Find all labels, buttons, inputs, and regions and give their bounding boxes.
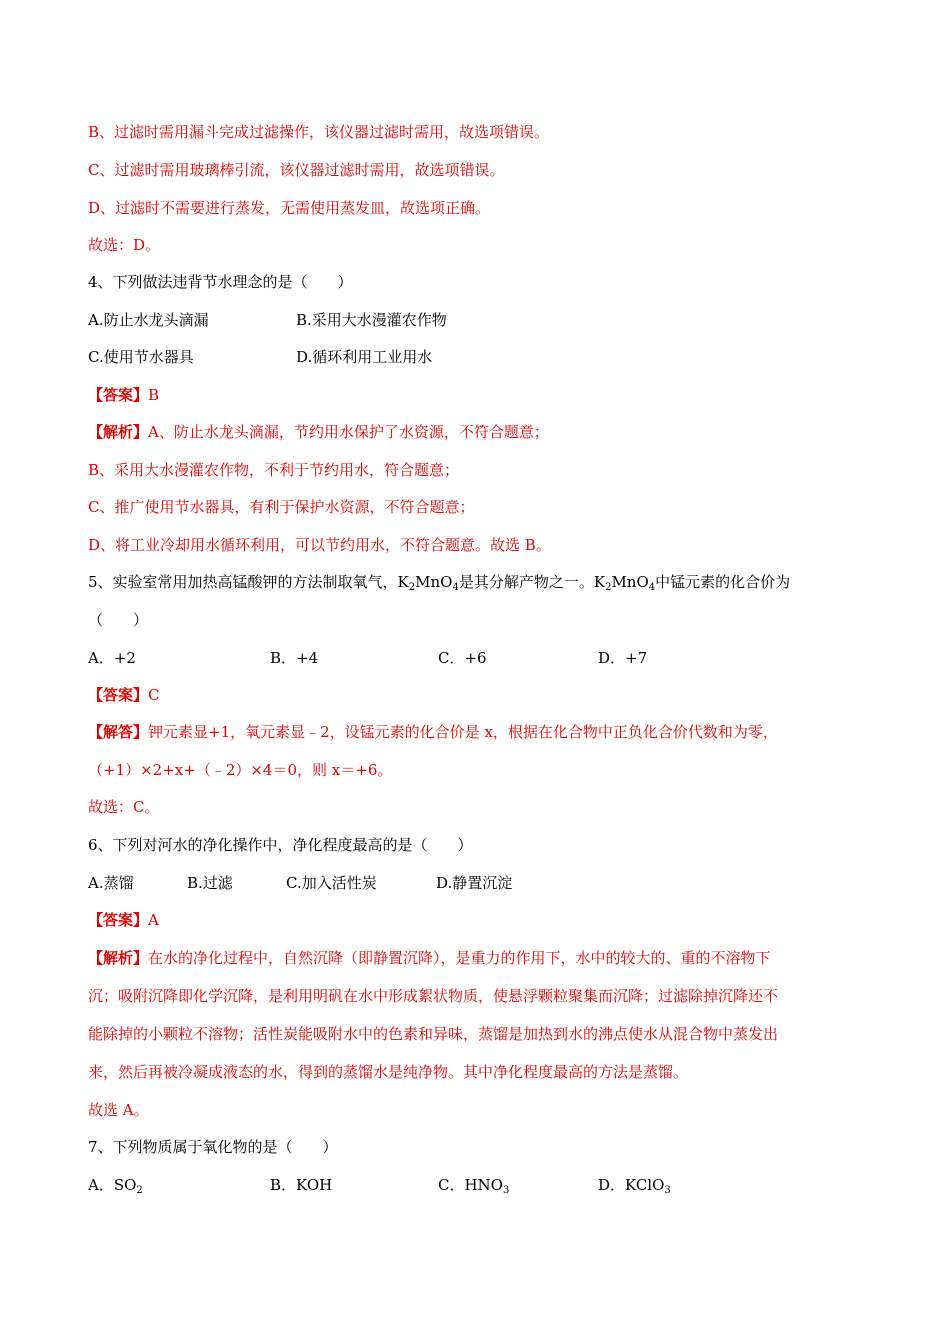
q4-analysis-b: B、采用大水漫灌农作物，不利于节约用水，符合题意； [88,461,460,479]
q4-option-b: B.采用大水漫灌农作物 [296,311,447,329]
answer-tag: 【答案】 [88,686,149,704]
analysis-tag: 【解析】 [88,423,149,441]
subscript: 4 [452,582,459,593]
q6-analysis-3: 能除掉的小颗粒不溶物；活性炭能吸附水中的色素和异味，蒸馏是加热到水的沸点使水从混合物中蒸发出 [88,1025,779,1043]
q4-option-d: D.循环利用工业用水 [296,348,433,366]
q4-stem: 4、下列做法违背节水理念的是（ ） [88,273,353,291]
q3-analysis-c: C、过滤时需用玻璃棒引流，该仪器过滤时需用，故选项错误。 [88,161,505,179]
q5-option-b: B．+4 [270,649,319,667]
analysis-tag: 【解析】 [88,949,149,967]
q5-option-a: A．+2 [88,649,136,667]
q7-option-d [598,1175,671,1195]
q7-stem: 7、下列物质属于氧化物的是（ ） [88,1138,338,1156]
q6-answer [88,910,159,930]
option-text: D．KClO [598,1176,665,1194]
q6-analysis-2: 沉；吸附沉降即化学沉降，是利用明矾在水中形成絮状物质，使悬浮颗粒聚集而沉降；过滤除掉沉降还不 [88,987,779,1005]
q4-analysis-c: C、推广使用节水器具，有利于保护水资源，不符合题意； [88,498,475,516]
q4-analysis-d: D、将工业冷却用水循环利用，可以节约用水，不符合题意。故选 B。 [88,536,551,554]
q6-option-b: B.过滤 [187,874,233,892]
formula-part: MnO [611,573,649,591]
subscript: 4 [648,582,656,593]
q6-option-d: D.静置沉淀 [436,874,513,892]
q4-option-c: C.使用节水器具 [88,348,194,366]
subscript: 3 [664,1185,671,1196]
q5-analysis-1 [88,722,778,742]
formula-part: MnO [415,573,453,591]
q5-stem-part: 5、实验室常用加热高锰酸钾的方法制取氧气，K [88,573,409,591]
q7-option-b: B．KOH [270,1176,333,1194]
q6-stem: 6、下列对河水的净化操作中，净化程度最高的是（ ） [88,836,473,854]
q6-option-c: C.加入活性炭 [286,874,377,892]
q6-analysis-1 [88,948,771,968]
option-text: C．HNO [438,1176,503,1194]
q4-option-a: A.防止水龙头滴漏 [88,311,209,329]
q5-option-d: D．+7 [598,649,648,667]
q5-stem-bracket: （ ） [88,611,149,629]
q4-analysis-a [88,422,549,442]
q6-choose: 故选 A。 [88,1101,149,1119]
q5-choose: 故选：C。 [88,798,160,816]
q5-option-c: C．+6 [438,649,487,667]
answer-value: B [148,386,160,404]
subscript: 3 [502,1185,510,1196]
answer-tag: 【答案】 [88,386,149,404]
analysis-tag: 【解答】 [88,723,149,741]
q3-analysis-b: B、过滤时需用漏斗完成过滤操作，该仪器过滤时需用，故选项错误。 [88,123,550,141]
analysis-text: 钾元素显+1，氧元素显﹣2，设锰元素的化合价是 x，根据在化合物中正负化合价代数和为零， [148,723,778,741]
answer-value: C [148,686,160,704]
q7-option-a [88,1175,143,1195]
q6-option-a: A.蒸馏 [88,874,134,892]
subscript: 2 [136,1185,143,1196]
subscript: 2 [408,582,416,593]
option-text: A．SO [88,1176,137,1194]
q5-stem [88,572,790,592]
answer-value: A [148,911,159,929]
q6-analysis-4: 来，然后再被冷凝成液态的水，得到的蒸馏水是纯净物。其中净化程度最高的方法是蒸馏。 [88,1063,689,1081]
q5-analysis-2: （+1）×2+x+（﹣2）×4＝0，则 x＝+6。 [88,761,393,779]
analysis-text: 在水的净化过程中，自然沉降（即静置沉降），是重力的作用下，水中的较大的、重的不溶物下 [148,949,771,967]
q5-stem-part: 中锰元素的化合价为 [655,573,791,591]
q3-analysis-d: D、过滤时不需要进行蒸发，无需使用蒸发皿，故选项正确。 [88,199,491,217]
q7-option-c [438,1175,509,1195]
subscript: 2 [605,582,612,593]
q3-choose: 故选：D。 [88,236,161,254]
q5-answer [88,685,160,705]
answer-tag: 【答案】 [88,911,149,929]
q5-stem-part: 是其分解产物之一。K [458,573,606,591]
q4-answer [88,385,159,405]
analysis-text: A、防止水龙头滴漏，节约用水保护了水资源，不符合题意； [148,423,549,441]
